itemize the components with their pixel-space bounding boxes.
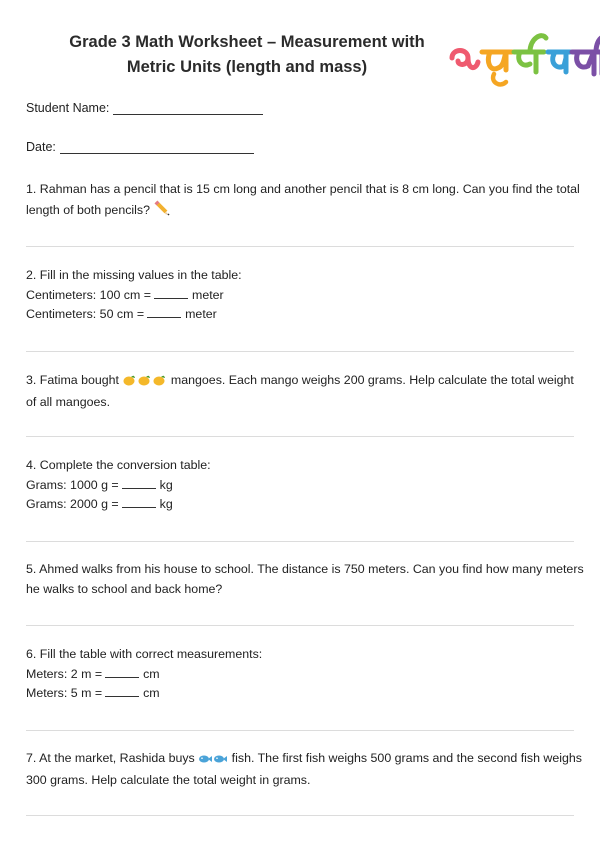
answer-blank[interactable] — [105, 667, 139, 678]
title-line-1: Grade 3 Math Worksheet – Measurement with — [69, 33, 425, 51]
date-input-line[interactable] — [60, 142, 254, 154]
question-text: Rahman has a pencil that is 15 cm long and another pencil that is 8 cm long. Can you find the total — [39, 182, 580, 196]
row-prefix: Meters: 5 m = — [26, 686, 103, 700]
title-line-2: Metric Units (length and mass) — [126, 58, 368, 76]
question-text: At the market, Rashida buys — [39, 751, 195, 765]
row-prefix: Grams: 1000 g = — [26, 477, 119, 492]
row-prefix: Centimeters: 100 cm = — [26, 287, 151, 302]
answer-divider — [26, 815, 574, 816]
question-5 — [26, 560, 584, 599]
date-label: Date: — [26, 140, 56, 154]
answer-blank[interactable] — [147, 307, 181, 318]
answer-divider — [26, 246, 574, 247]
question-number: 6. — [26, 647, 37, 661]
worksheet-header — [26, 0, 574, 92]
question-text: Fill in the missing values in the table: — [39, 268, 242, 282]
question-number: 7. — [26, 751, 37, 765]
answer-blank[interactable] — [122, 478, 156, 489]
question-7-line-1 — [26, 749, 583, 771]
question-6-heading — [26, 645, 576, 665]
question-text: 300 grams. Help calculate the total weight in grams. — [26, 772, 311, 787]
row-prefix: Grams: 2000 g = — [26, 497, 119, 511]
row-suffix: kg — [159, 497, 173, 511]
question-1-line-2 — [26, 200, 576, 223]
question-3 — [26, 371, 576, 412]
question-text: Fatima bought — [39, 373, 120, 387]
question-text: Ahmed walks from his house to school. The distance is 750 meters. Can you find how many meters — [39, 562, 584, 576]
question-text: of all mangoes. — [26, 394, 111, 409]
question-3-line-2 — [26, 393, 576, 413]
row-suffix: cm — [143, 666, 160, 681]
question-4-heading — [26, 456, 576, 476]
question-text: fish. The first fish weighs 500 grams and the second fish weighs — [231, 751, 583, 765]
question-5-line-1 — [26, 560, 584, 580]
question-number: 4. — [26, 458, 37, 472]
question-text: Complete the conversion table: — [39, 458, 211, 472]
row-prefix: Centimeters: 50 cm = — [26, 307, 145, 321]
question-number: 5. — [26, 562, 37, 576]
fish-icon — [199, 751, 212, 771]
mango-icon — [153, 373, 166, 393]
answer-blank[interactable] — [154, 288, 188, 299]
question-3-line-1 — [26, 371, 576, 393]
mango-icon — [123, 373, 136, 393]
row-suffix: meter — [192, 287, 224, 302]
question-text: mangoes. Each mango weighs 200 grams. Help calculate the total weight — [170, 373, 574, 387]
conversion-row — [26, 684, 576, 704]
conversion-row — [26, 286, 576, 306]
date-field — [26, 140, 254, 154]
student-name-label: Student Name: — [26, 101, 110, 115]
student-name-input-line[interactable] — [113, 103, 263, 115]
row-suffix: meter — [185, 307, 217, 321]
conversion-row — [26, 305, 576, 325]
answer-divider — [26, 625, 574, 626]
answer-divider — [26, 351, 574, 352]
question-7 — [26, 749, 583, 790]
answer-divider — [26, 730, 574, 731]
answer-divider — [26, 541, 574, 542]
conversion-row — [26, 665, 576, 685]
row-suffix: kg — [159, 477, 173, 492]
question-1-line-1 — [26, 180, 580, 200]
question-6 — [26, 645, 576, 704]
question-7-line-2 — [26, 771, 576, 791]
question-2 — [26, 266, 576, 325]
pencil-icon — [154, 200, 170, 223]
question-number: 3. — [26, 373, 37, 387]
question-text: length of both pencils? — [26, 202, 150, 217]
question-4 — [26, 456, 576, 515]
fish-icon — [214, 751, 227, 771]
question-text: Fill the table with correct measurements: — [39, 647, 263, 661]
conversion-row — [26, 495, 576, 515]
logo-icon — [446, 28, 600, 90]
question-number: 1. — [26, 182, 37, 196]
answer-divider — [26, 436, 574, 437]
question-number: 2. — [26, 268, 37, 282]
mango-icon — [138, 373, 151, 393]
student-name-field — [26, 101, 263, 115]
row-prefix: Meters: 2 m = — [26, 666, 103, 681]
question-text: he walks to school and back home? — [26, 581, 223, 596]
conversion-row — [26, 476, 576, 496]
answer-blank[interactable] — [122, 497, 156, 508]
worksheet-title — [48, 30, 446, 80]
answer-blank[interactable] — [105, 686, 139, 697]
row-suffix: cm — [143, 686, 160, 700]
anushiloni-logo — [446, 28, 600, 90]
question-5-line-2 — [26, 580, 576, 600]
question-1 — [26, 180, 580, 222]
question-2-heading — [26, 266, 576, 286]
